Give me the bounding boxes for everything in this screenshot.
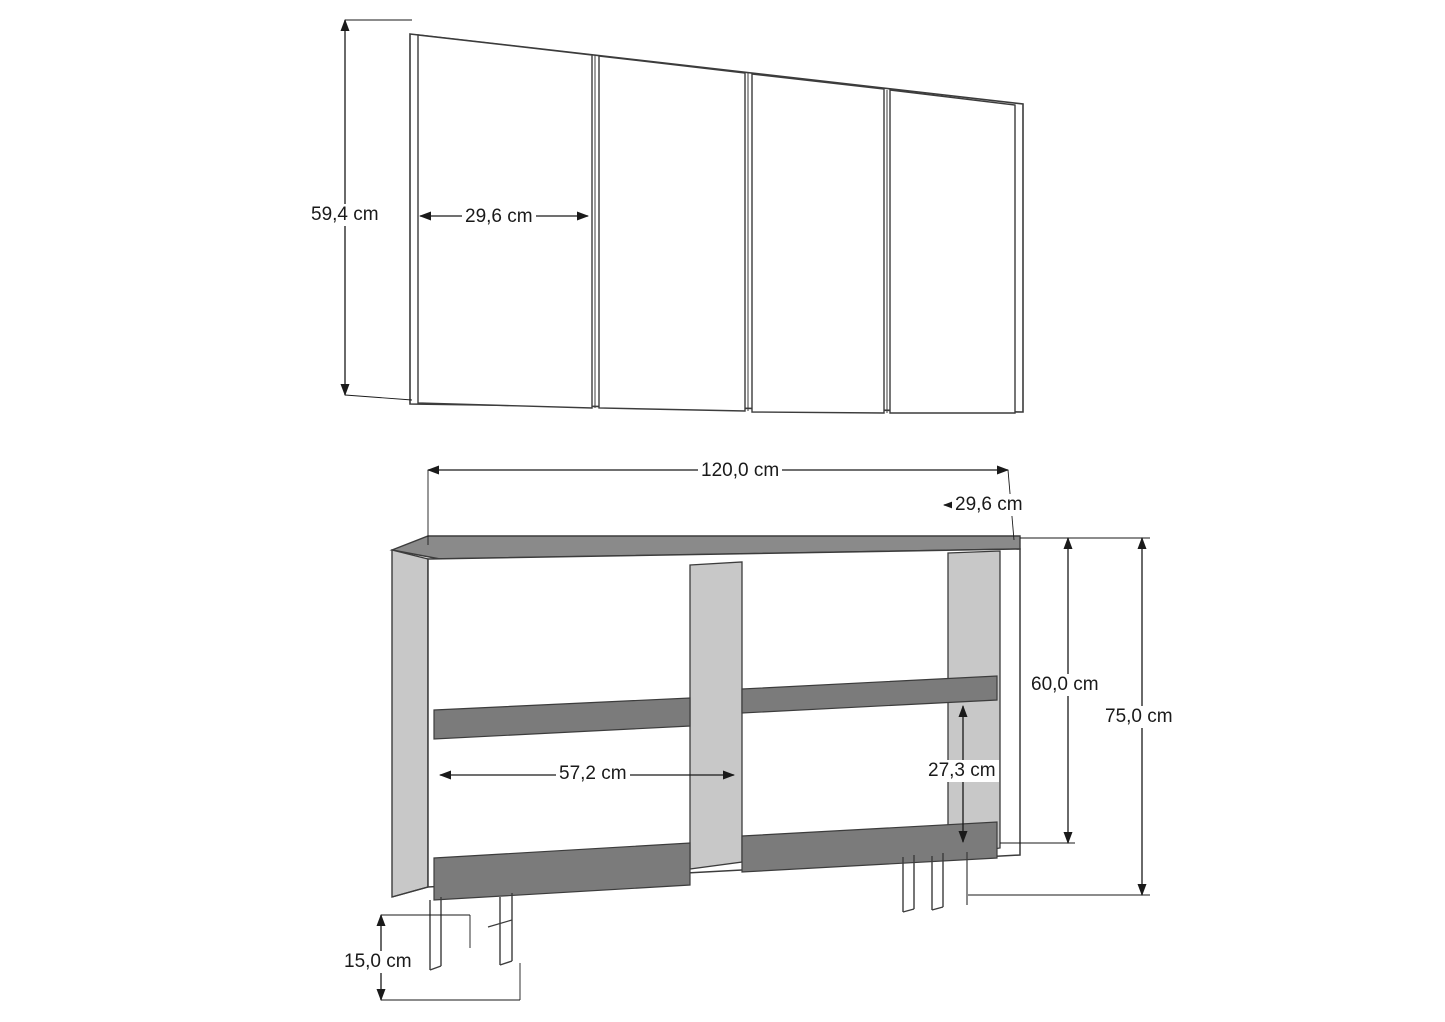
overall-width-label: 120,0 cm bbox=[698, 460, 782, 482]
cabinet-left-side-panel bbox=[392, 550, 428, 897]
door-height-label: 59,4 cm bbox=[308, 204, 382, 226]
compartment-height-label: 27,3 cm bbox=[925, 760, 999, 782]
door-panel-4 bbox=[890, 90, 1015, 413]
compartment-width-label: 57,2 cm bbox=[556, 763, 630, 785]
leg-height-label: 15,0 cm bbox=[341, 951, 415, 973]
door-panel-3 bbox=[752, 74, 884, 413]
cabinet-center-divider bbox=[690, 562, 742, 869]
cabinet-body-view bbox=[381, 470, 1150, 1000]
door-panel-2 bbox=[599, 56, 745, 411]
door-width-label: 29,6 cm bbox=[462, 206, 536, 228]
depth-label: 29,6 cm bbox=[952, 494, 1026, 516]
front-doors-view bbox=[345, 20, 1023, 413]
body-height-label: 60,0 cm bbox=[1028, 674, 1102, 696]
total-height-label: 75,0 cm bbox=[1102, 706, 1176, 728]
cabinet-right-inner-panel bbox=[948, 551, 1000, 856]
